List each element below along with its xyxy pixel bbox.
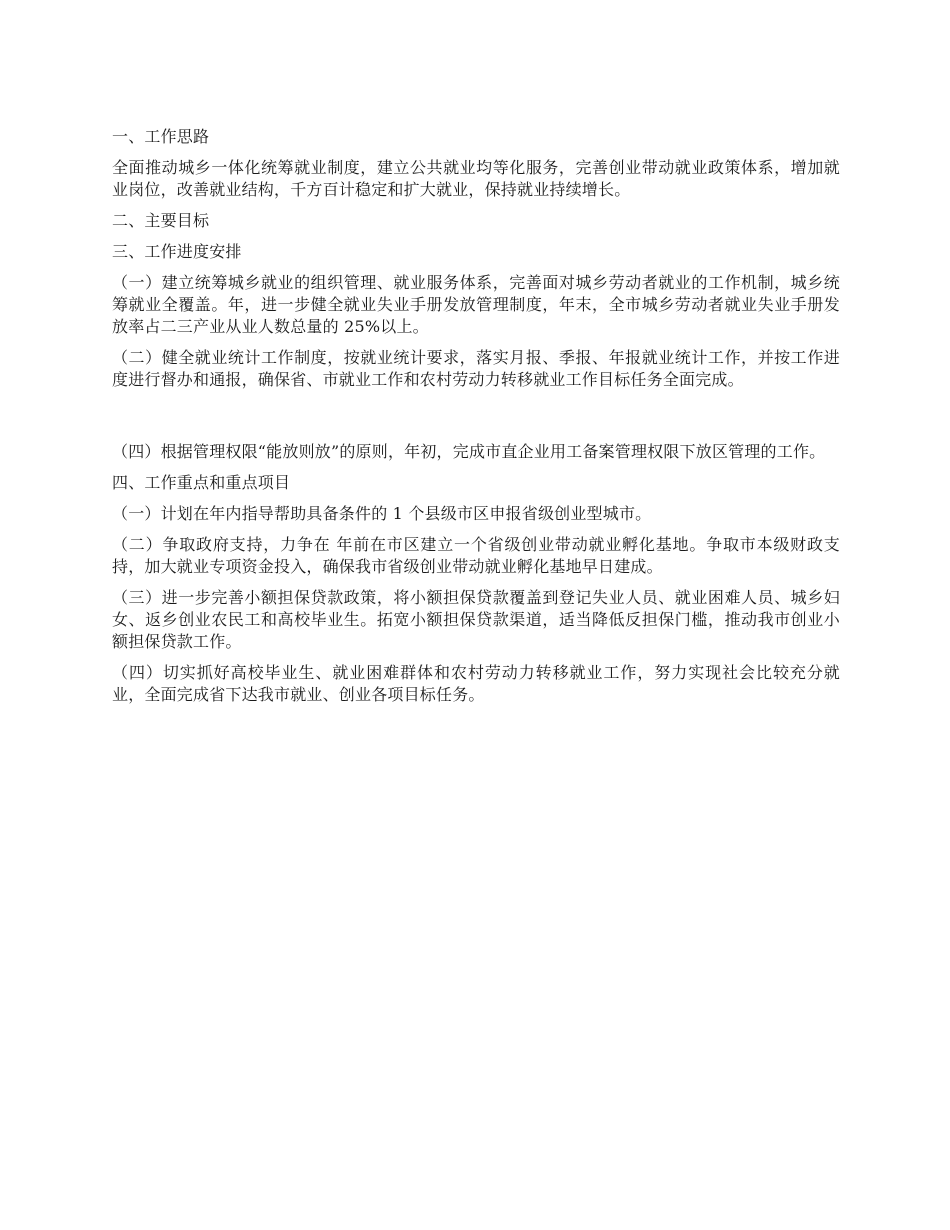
paragraph-key-project-1: （一）计划在年内指导帮助具备条件的 1 个县级市区申报省级创业型城市。 (112, 504, 652, 523)
paragraph-schedule-item-1: （一）建立统筹城乡就业的组织管理、就业服务体系，完善面对城乡劳动者就业的工作机制，城乡统筹就业全覆盖。年，进一步健全就业失业手册发放管理制度，年末，全市城乡劳动者就业失业手册发放率占二三产业从业人数总量的 25%以上。 (112, 273, 840, 336)
section-heading-schedule: 三、工作进度安排 (112, 242, 242, 261)
document-body (112, 126, 840, 715)
section-heading-main-goals: 二、主要目标 (112, 211, 210, 230)
paragraph-key-project-3: （三）进一步完善小额担保贷款政策，将小额担保贷款覆盖到登记失业人员、就业困难人员、城乡妇女、返乡创业农民工和高校毕业生。拓宽小额担保贷款渠道，适当降低反担保门槛，推动我市创业小额担保贷款工作。 (112, 588, 840, 651)
paragraph-schedule-item-4: （四）根据管理权限“能放则放”的原则，年初，完成市直企业用工备案管理权限下放区管理的工作。 (112, 442, 826, 461)
paragraph-key-project-4: （四）切实抓好高校毕业生、就业困难群体和农村劳动力转移就业工作，努力实现社会比较充分就业，全面完成省下达我市就业、创业各项目标任务。 (112, 663, 840, 704)
section-heading-key-projects: 四、工作重点和重点项目 (112, 473, 291, 492)
paragraph-schedule-item-2: （二）健全就业统计工作制度，按就业统计要求，落实月报、季报、年报就业统计工作，并按工作进度进行督办和通报，确保省、市就业工作和农村劳动力转移就业工作目标任务全面完成。 (112, 348, 840, 389)
paragraph-key-project-2: （二）争取政府支持，力争在 年前在市区建立一个省级创业带动就业孵化基地。争取市本级财政支持，加大就业专项资金投入，确保我市省级创业带动就业孵化基地早日建成。 (112, 535, 840, 576)
paragraph-work-approach: 全面推动城乡一体化统筹就业制度，建立公共就业均等化服务，完善创业带动就业政策体系，增加就业岗位，改善就业结构，千方百计稳定和扩大就业，保持就业持续增长。 (112, 158, 840, 199)
blank-gap (112, 400, 840, 441)
section-heading-work-approach: 一、工作思路 (112, 127, 210, 146)
